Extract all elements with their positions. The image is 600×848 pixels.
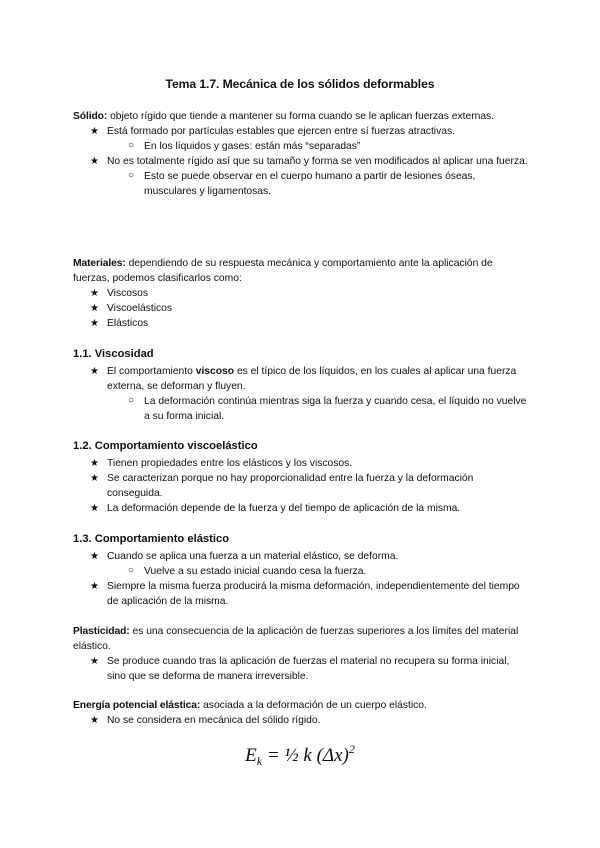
list-item-text: Viscosos [107, 288, 149, 299]
circle-bullet-icon: ○ [128, 395, 135, 406]
star-bullet-icon: ★ [90, 551, 99, 562]
sub-list-item [73, 139, 528, 154]
star-bullet-icon: ★ [90, 503, 99, 514]
formula-exponent: 2 [348, 742, 355, 756]
energia-list [73, 713, 528, 728]
list-item [73, 456, 528, 471]
list-item [73, 713, 528, 728]
list-item-text: Vuelve a su estado inicial cuando cesa la fuerza. [144, 566, 367, 577]
list-item-text: Se produce cuando tras la aplicación de fuerzas el material no recupera su forma inicial, sino que se deforma de manera irreversible. [107, 656, 510, 682]
list-item-text: es el típico de los líquidos, en los cuales al aplicar una fuerza externa, se deforman y fluyen. [107, 366, 517, 392]
star-bullet-icon: ★ [90, 458, 99, 469]
section-energia [73, 698, 528, 728]
solido-definition [73, 109, 528, 124]
solido-text: objeto rígido que tiende a mantener su forma cuando se le aplican fuerzas externas. [107, 111, 495, 122]
list-item-text: Está formado por partículas estables que ejercen entre sí fuerzas atractivas. [107, 126, 455, 137]
materiales-text: dependiendo de su respuesta mecánica y comportamiento ante la aplicación de fuerzas, podemos clasificarlos como: [73, 258, 493, 284]
circle-bullet-icon: ○ [128, 565, 135, 576]
viscoso-term: viscoso [195, 366, 235, 377]
materiales-label: Materiales: [73, 258, 126, 269]
list-item [73, 154, 528, 169]
solido-list [73, 124, 528, 199]
list-item-text: El comportamiento [107, 366, 196, 377]
sub-list-item [73, 394, 528, 424]
list-item [73, 286, 528, 301]
formula-energy-symbol: E [245, 745, 257, 766]
list-item-text: Se caracterizan porque no hay proporcionalidad entre la fuerza y la deformación conseguida. [107, 473, 474, 499]
list-item-text: Cuando se aplica una fuerza a un material elástico, se deforma. [107, 551, 399, 562]
circle-bullet-icon: ○ [128, 140, 135, 151]
viscosidad-list [73, 364, 528, 424]
list-item-text: Esto se puede observar en el cuerpo humano a partir de lesiones óseas, musculares y ligamentosas. [144, 171, 476, 197]
section-viscoelastico [73, 439, 528, 516]
star-bullet-icon: ★ [90, 318, 99, 329]
list-item [73, 654, 528, 684]
formula-subscript: k [256, 754, 263, 768]
plasticidad-list [73, 654, 528, 684]
viscoelastico-list [73, 456, 528, 516]
section-plasticidad [73, 624, 528, 684]
plasticidad-text: es una consecuencia de la aplicación de fuerzas superiores a los límites del material elástico. [73, 626, 519, 652]
list-item [73, 501, 528, 516]
sub-list-item [73, 564, 528, 579]
list-item [73, 301, 528, 316]
page-title: Tema 1.7. Mecánica de los sólidos deformables [165, 77, 435, 91]
list-item-text: No se considera en mecánica del sólido rígido. [107, 715, 321, 726]
list-item-text: La deformación depende de la fuerza y del tiempo de aplicación de la misma. [107, 503, 461, 514]
sub-list-item [73, 169, 528, 199]
star-bullet-icon: ★ [90, 366, 99, 377]
formula-body: = ½ k (Δx) [262, 745, 349, 766]
plasticidad-definition [73, 624, 528, 654]
list-item [73, 316, 528, 331]
list-item [73, 549, 528, 564]
energia-definition [73, 698, 528, 713]
materiales-list [73, 286, 528, 331]
list-item [73, 124, 528, 139]
section-materiales [73, 256, 528, 331]
list-item-text: Tienen propiedades entre los elásticos y los viscosos. [107, 458, 353, 469]
plasticidad-label: Plasticidad: [73, 626, 130, 637]
star-bullet-icon: ★ [90, 288, 99, 299]
viscoelastico-heading: 1.2. Comportamiento viscoelástico [73, 440, 258, 452]
list-item-text: No es totalmente rígido así que su tamaño y forma se ven modificados al aplicar una fuerza. [107, 156, 528, 167]
energia-label: Energía potencial elástica: [73, 700, 201, 711]
circle-bullet-icon: ○ [128, 170, 135, 181]
list-item [73, 364, 528, 394]
star-bullet-icon: ★ [90, 715, 99, 726]
section-viscosidad [73, 347, 528, 424]
star-bullet-icon: ★ [90, 303, 99, 314]
list-item-text: En los líquidos y gases: están más “separadas” [144, 141, 361, 152]
list-item-text: La deformación continúa mientras siga la fuerza y cuando cesa, el líquido no vuelve a su forma inicial. [144, 396, 527, 422]
list-item [73, 579, 528, 609]
elastico-list [73, 549, 528, 609]
list-item-text: Elásticos [107, 318, 149, 329]
solido-label: Sólido: [73, 111, 108, 122]
section-elastico [73, 532, 528, 609]
list-item [73, 471, 528, 501]
star-bullet-icon: ★ [90, 156, 99, 167]
list-item-text: Viscoelásticos [107, 303, 173, 314]
star-bullet-icon: ★ [90, 581, 99, 592]
elastico-heading: 1.3. Comportamiento elástico [73, 533, 230, 545]
list-item-text: Siempre la misma fuerza producirá la misma deformación, independientemente del tiempo de aplicación de la misma. [107, 581, 520, 607]
star-bullet-icon: ★ [90, 126, 99, 137]
energia-text: asociada a la deformación de un cuerpo elástico. [200, 700, 427, 711]
materiales-definition [73, 256, 528, 286]
elastic-energy-formula [0, 744, 600, 768]
star-bullet-icon: ★ [90, 656, 99, 667]
viscosidad-heading: 1.1. Viscosidad [73, 348, 154, 360]
star-bullet-icon: ★ [90, 473, 99, 484]
section-solido [73, 109, 528, 199]
